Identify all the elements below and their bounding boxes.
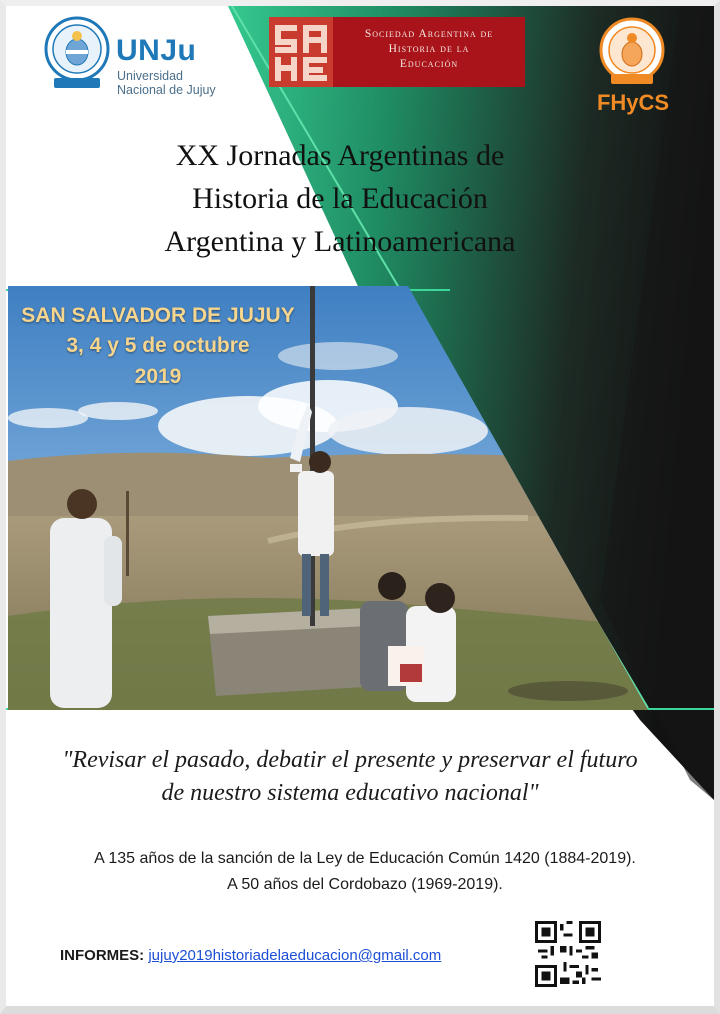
contact-email-link[interactable]: jujuy2019historiadelaeducacion@gmail.com [148,947,442,964]
title-line1: XX Jornadas Argentinas de [175,139,505,172]
quote-line2: de nuestro sistema educativo nacional" [161,780,539,806]
unju-subtitle [117,69,216,97]
fhycs-seal-icon [599,16,665,88]
fhycs-name: FHyCS [596,90,670,115]
fhycs-logo [586,16,678,120]
event-title [60,134,620,263]
sahe-name [339,27,519,72]
sahe-line3: Educación [399,58,459,70]
event-location-date [10,302,306,392]
event-year: 2019 [134,365,182,388]
event-dates: 3, 4 y 5 de octubre [66,334,250,357]
event-city: SAN SALVADOR DE JUJUY [21,304,295,327]
qr-code-icon [535,921,601,987]
title-line2: Historia de la Educación [192,182,488,215]
unju-subtitle-line2: Nacional de Jujuy [117,83,216,97]
unju-seal-icon [44,16,110,96]
unju-name: UNJu [116,34,197,67]
sahe-monogram-icon [269,17,333,87]
unju-subtitle-line1: Universidad [117,69,184,83]
sahe-line2: Historia de la [388,43,470,55]
anniversary-line2: A 50 años del Cordobazo (1969-2019). [227,876,503,893]
contact-label: INFORMES: [60,947,145,964]
sahe-line1: Sociedad Argentina de [364,28,494,40]
sahe-logo [269,17,525,87]
contact-info [60,947,441,964]
quote-line1: "Revisar el pasado, debatir el presente y preservar el futuro [62,747,638,773]
title-line3: Argentina y Latinoamericana [164,225,516,258]
anniversary-line1: A 135 años de la sanción de la Ley de Educación Común 1420 (1884-2019). [94,850,636,867]
motto-quote [20,744,680,810]
anniversaries [70,846,660,898]
unju-logo [44,16,224,100]
